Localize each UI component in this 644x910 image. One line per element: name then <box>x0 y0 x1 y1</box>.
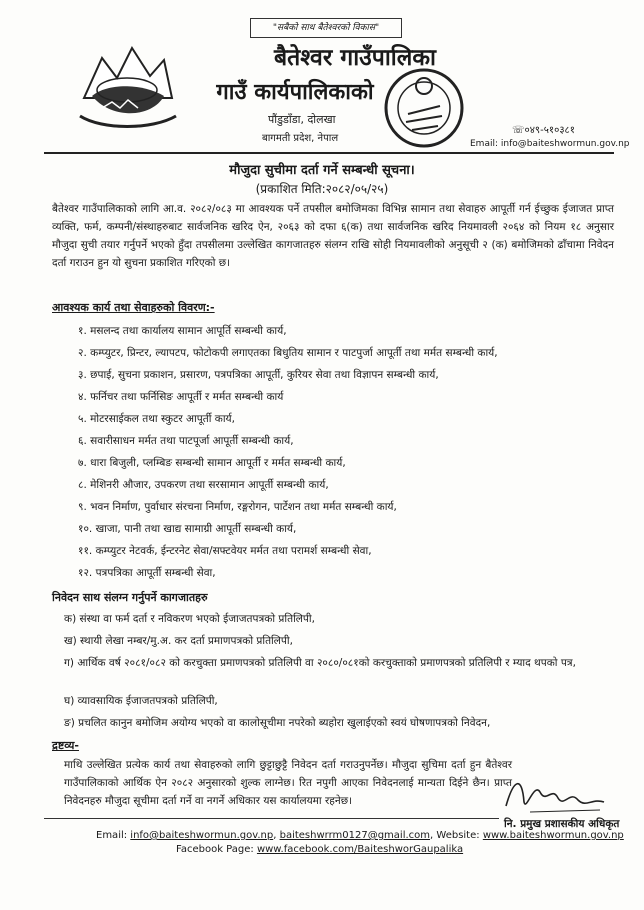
note-heading: द्रष्टव्य- <box>52 739 79 752</box>
signature-icon <box>500 772 610 818</box>
footer-fb-label: Facebook Page: <box>176 844 257 855</box>
footer-email-link-2[interactable]: baiteshwrrm0127@gmail.com <box>279 830 431 841</box>
address-local: पौंडुडाँडा, दोलखा <box>268 113 336 126</box>
doc-item: क) संस्था वा फर्म दर्ता र नविकरण भएको ईजाजतपत्रको प्रतिलिपी, <box>64 613 315 625</box>
footer-email-link[interactable]: info@baiteshwormun.gov.np <box>130 830 274 841</box>
footer-website-label: Website: <box>436 830 483 841</box>
work-item: ५. मोटरसाईकल तथा स्कुटर आपूर्ती कार्य, <box>78 413 235 425</box>
org-name: बैतेश्वर गाउँपालिका <box>274 45 436 71</box>
notice-title: मौजुदा सुचीमा दर्ता गर्ने सम्बन्धी सूचना। <box>229 163 415 178</box>
notice-body: बैतेश्वर गाउँपालिकाको लागि आ.व. २०८२/०८३ मा आवश्यक पर्ने तपसील बमोजिमका विभिन्न सामान तथा सेवाहरु आपूर्ती गर्न ईच्छुक ईजाजत प्राप्त व्यक्ति, फर्म, कम्पनी/संस्थाहरुबाट सार्वजनिक खरिद ऐन, २०६३ को दफा ६(क) तथा सार्वजनिक खरिद नियमावली २०६४ को नियम १८ अनुसार मौजुदा सुची तयार गर्नुपर्ने भएको हुँदा तपसीलमा उल्लेखित कागजातहरु संलग्न राखि सोही नियमावलीको अनुसूची २ (क) बमोजिमको ढाँचामा निवेदन दर्ता गराउन हुन यो सुचना प्रकाशित गरिएको छ। <box>52 203 614 269</box>
work-item: ११. कम्प्युटर नेटवर्क, ईन्टरनेट सेवा/सफ्टवेयर मर्मत तथा परामर्श सम्बन्धी सेवा, <box>78 545 372 557</box>
address-province: बागमती प्रदेश, नेपाल <box>262 133 339 144</box>
work-item: ३. छपाई, सुचना प्रकाशन, प्रसारण, पत्रपत्रिका आपूर्ती, कुरियर सेवा तथा विज्ञापन सम्बन्धी कार्य, <box>78 369 439 381</box>
footer-contacts <box>96 830 624 841</box>
footer-facebook <box>176 844 463 855</box>
office-name: गाउँ कार्यपालिकाको <box>216 80 374 105</box>
footer-website-link[interactable]: www.baiteshwormun.gov.np <box>482 830 624 841</box>
header-divider <box>44 152 614 154</box>
doc-item: घ) व्यावसायिक ईजाजतपत्रको प्रतिलिपी, <box>64 695 218 707</box>
note-body: माथि उल्लेखित प्रत्येक कार्य तथा सेवाहरुको लागि छुट्टाछुट्टै निवेदन दर्ता गराउनुपर्नेछ। मौजुदा सुचिमा दर्ता हुन बैतेश्वर गाउँपालिकाको आर्थिक ऐन २०८२ अनुसारको शुल्क लाग्नेछ। रित नपुगी आएका निवेदनलाई मान्यता दिईने छैन। प्राप्त निवेदनहरु मौजुदा सूचीमा दर्ता गर्ने वा नगर्ने अधिकार यस कार्यालयमा रहनेछ। <box>64 759 512 807</box>
signatory-title: नि. प्रमुख प्रशासकीय अधिकृत <box>504 818 620 830</box>
footer-fb-link[interactable]: www.facebook.com/BaiteshworGaupalika <box>256 844 464 855</box>
footer-divider <box>44 818 499 819</box>
docs-heading: निवेदन साथ संलग्न गर्नुपर्ने कागजातहरु <box>52 591 208 604</box>
work-item: १०. खाजा, पानी तथा खाद्य सामाग्री आपूर्ती सम्बन्धी कार्य, <box>78 523 297 535</box>
motto-box: "सबैको साथ बैतेश्वरको विकास" <box>250 18 402 38</box>
work-item: ७. धारा बिजुली, प्लम्बिङ सम्बन्धी सामान आपूर्ती र मर्मत सम्बन्धी कार्य, <box>78 457 346 469</box>
nepal-emblem-icon <box>72 38 182 138</box>
office-stamp-icon <box>382 66 466 150</box>
works-heading: आवश्यक कार्य तथा सेवाहरुको विवरण:- <box>52 301 215 314</box>
footer-email-label: Email: <box>96 830 131 841</box>
doc-item: ग) आर्थिक वर्ष २०८१/०८२ को करचुक्ता प्रमाणपत्रको प्रतिलिपी वा २०८०/०८१को करचुक्ताको प्रमाणपत्रको प्रतिलिपी र म्याद थपको पत्र, <box>64 657 576 669</box>
work-item: ९. भवन निर्माण, पुर्वाधार संरचना निर्माण, रङ्गरोगन, पार्टेशन तथा मर्मत सम्बन्धी कार्य, <box>78 501 397 513</box>
footer-separator: , <box>430 830 437 841</box>
header-email: Email: info@baiteshwormun.gov.np <box>470 139 630 149</box>
work-item: ४. फर्निचर तथा फर्निसिङ आपूर्ती र मर्मत सम्बन्धी कार्य <box>78 391 284 403</box>
phone-number: ☏०४९-५१०३८१ <box>512 125 575 136</box>
doc-item: ख) स्थायी लेखा नम्बर/मु.अ. कर दर्ता प्रमाणपत्रको प्रतिलिपी, <box>64 635 293 647</box>
publish-date: (प्रकाशित मिति:२०८२/०५/२५) <box>255 182 389 196</box>
work-item: २. कम्प्युटर, प्रिन्टर, ल्यापटप, फोटोकपी लगाएतका बिधुतिय सामान र पाटपुर्जा आपूर्ती तथा मर्मत सम्बन्धी कार्य, <box>78 347 498 359</box>
work-item: ८. मेशिनरी औजार, उपकरण तथा सरसामान आपूर्ती सम्बन्धी कार्य, <box>78 479 329 491</box>
doc-item: ङ) प्रचलित कानुन बमोजिम अयोग्य भएको वा कालोसूचीमा नपरेको ब्यहोरा खुलाईएको स्वयं घोषणापत्रको निवेदन, <box>64 717 491 729</box>
work-item: १२. पत्रपत्रिका आपूर्ती सम्बन्धी सेवा, <box>78 567 216 579</box>
work-item: ६. सवारीसाधन मर्मत तथा पाटपूर्जा आपूर्ती सम्बन्धी कार्य, <box>78 435 294 447</box>
work-item: १. मसलन्द तथा कार्यालय सामान आपूर्ति सम्बन्धी कार्य, <box>78 325 287 337</box>
footer-separator: , <box>273 830 280 841</box>
